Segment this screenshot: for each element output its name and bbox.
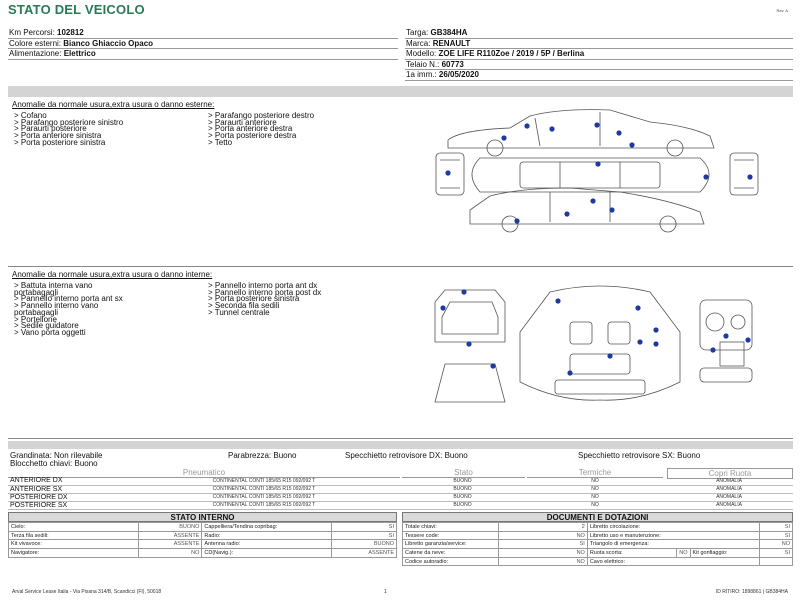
documents-title: DOCUMENTI E DOTAZIONI xyxy=(402,512,793,522)
table-row: Navigatore: NO CD(Navig.): ASSENTE xyxy=(9,549,397,558)
documents-table xyxy=(402,522,793,566)
table-row: ANTERIORE SX CONTINENTAL CONTI 185/65 R15 092/092 T BUONO NO ANOMALIA xyxy=(8,485,793,493)
condition-header: Stato xyxy=(402,468,525,478)
table-row: ANTERIORE DX CONTINENTAL CONTI 185/65 R15 092/092 T BUONO NO ANOMALIA xyxy=(8,477,793,485)
external-damage-title: Anomalie da normale usura,extra usura o danno esterne: xyxy=(12,100,215,109)
hubcap-header: Copri Ruota xyxy=(667,468,793,479)
table-row: POSTERIORE DX CONTINENTAL CONTI 185/65 R15 092/092 T BUONO NO ANOMALIA xyxy=(8,493,793,501)
table-row: POSTERIORE SX CONTINENTAL CONTI 185/65 R15 092/092 T BUONO NO ANOMALIA xyxy=(8,501,793,509)
km-value: 102812 xyxy=(57,28,84,37)
km-row: Km Percorsi: 102812 xyxy=(8,28,398,39)
interior-status-title: STATO INTERNO xyxy=(8,512,397,522)
table-row: Terza fila sedili: ASSENTE Radio: SI xyxy=(9,531,397,540)
car-exterior-drawing xyxy=(400,100,790,265)
separator-band xyxy=(8,86,793,97)
revision-label: Rev. A xyxy=(776,8,788,13)
footer-id: ID RITIRO: 1898861 | GB384HA xyxy=(715,589,788,595)
external-damage-list-2: > Parafango posteriore destro > Paraurti anteriore > Porta anteriore destra > Porta posteriore destra > Tetto xyxy=(208,111,315,147)
plate-row: Targa: GB384HA xyxy=(405,28,793,39)
external-car-diagram xyxy=(400,100,790,265)
fuel-row: Alimentazione: Elettrico xyxy=(8,49,398,60)
color-value: Bianco Ghiaccio Opaco xyxy=(63,38,154,48)
chassis-row: Telaio N.: 60773 xyxy=(405,60,793,71)
internal-car-diagram xyxy=(400,272,790,437)
table-row: Catene da neve: NO Ruota scorta: NO Kit gonfiaggio: SI xyxy=(403,549,793,558)
interior-status-table xyxy=(8,522,397,558)
parabrezza-status: Parabrezza: Buono xyxy=(228,451,297,460)
internal-damage-list-1: > Battuta interna vano portabagagli > Pannello interno porta ant sx > Pannello interno vano portabagagli > Portellone > Sedile guidatore > Vano porta oggetti xyxy=(14,281,123,337)
model-row: Modello: ZOE LIFE R110Zoe / 2019 / 5P / Berlina xyxy=(405,49,793,60)
page-title: STATO DEL VEICOLO xyxy=(8,2,145,17)
winter-header: Termiche xyxy=(527,468,663,478)
mirror-dx-status: Specchietto retrovisore DX: Buono xyxy=(345,451,468,460)
registration-value: 26/05/2020 xyxy=(438,70,479,79)
table-row: Tessere code: NO Libretto uso e manutenzione: SI xyxy=(403,531,793,540)
model-value: ZOE LIFE R110Zoe / 2019 / 5P / Berlina xyxy=(438,49,585,58)
mirror-sx-status: Specchietto retrovisore SX: Buono xyxy=(578,451,701,460)
car-interior-drawing xyxy=(400,272,790,437)
brand-row: Marca: RENAULT xyxy=(405,39,793,50)
vehicle-info-left xyxy=(8,28,398,60)
table-row: Kit vivavoce: ASSENTE Antenna radio: BUONO xyxy=(9,540,397,549)
separator-band-2 xyxy=(8,441,793,449)
footer-company: Arval Service Lease Italia - Via Pisana 314/B, Scandicci (FI), 50018 xyxy=(12,589,162,595)
footer-page-number: 1 xyxy=(384,589,387,595)
table-row: Libretto garanzia/service: SI Triangolo di emergenza: NO xyxy=(403,540,793,549)
internal-damage-title: Anomalie da normale usura,extra usura o danno interne: xyxy=(12,270,213,279)
vehicle-info-right xyxy=(405,28,793,81)
grandinata-status: Grandinata: Non rilevabile xyxy=(10,451,103,460)
table-row: Totale chiavi: 2 Libretto circolazione: SI xyxy=(403,523,793,532)
external-damage-markers xyxy=(445,122,752,223)
brand-value: RENAULT xyxy=(432,38,471,48)
chassis-value: 60773 xyxy=(441,59,464,69)
fuel-value: Elettrico xyxy=(63,49,96,58)
plate-value: GB384HA xyxy=(430,28,468,37)
table-row: Codice autoradio: NO Cavo elettrico: xyxy=(403,557,793,566)
tyre-table xyxy=(8,477,793,510)
tyre-header: Pneumatico xyxy=(8,468,400,478)
registration-row: 1a imm.: 26/05/2020 xyxy=(405,70,793,81)
table-row: Cielo: BUONO Cappelliera/Tendina copribag: SI xyxy=(9,523,397,532)
external-damage-list-1: > Cofano > Parafango posteriore sinistro > Paraurti posteriore > Porta anteriore sinistra > Porta posteriore sinistra xyxy=(14,111,124,147)
color-row: Colore esterni: Bianco Ghiaccio Opaco xyxy=(8,39,398,50)
internal-damage-list-2: > Pannello interno porta ant dx > Pannello interno porta post dx > Porta posteriore sinistra > Seconda fila sedili > Tunnel centrale xyxy=(208,281,322,317)
key-lock-status: Blocchetto chiavi: Buono xyxy=(10,459,98,468)
